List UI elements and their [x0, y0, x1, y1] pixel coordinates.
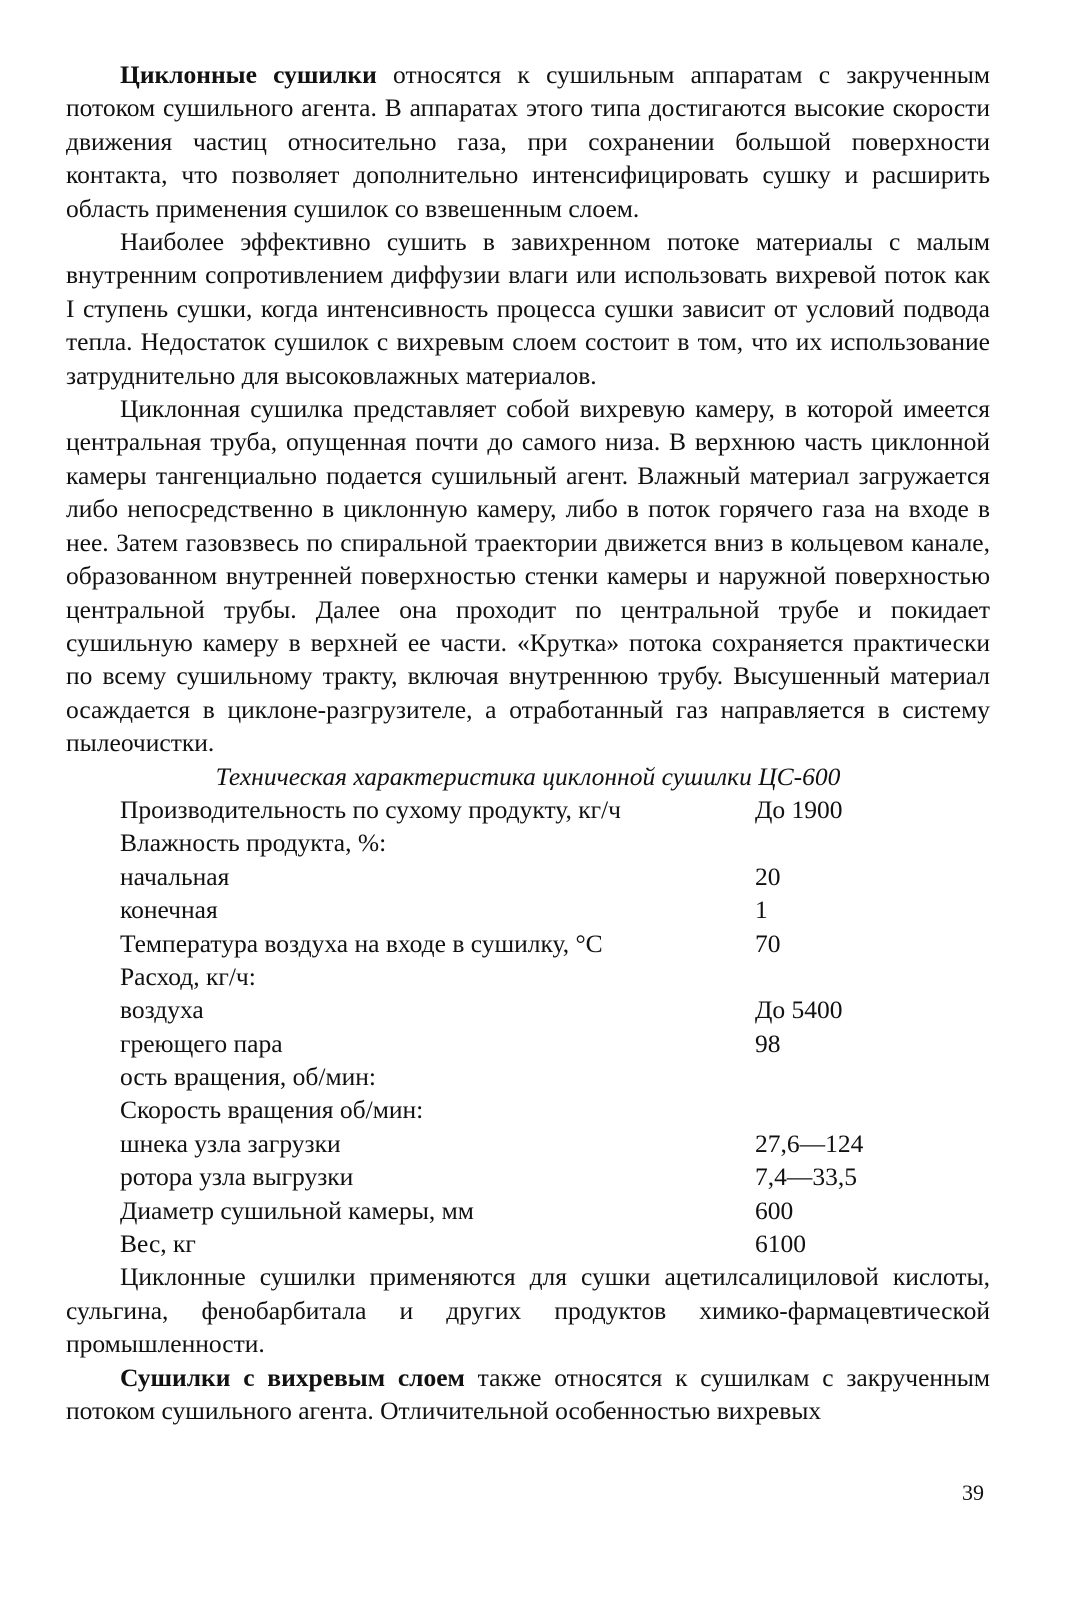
- paragraph-text: также относятся к сушилкам с закрученным потоком сушильного агента. Отличительной особенностью вихревых: [66, 1362, 990, 1426]
- spec-row: [66, 1060, 990, 1093]
- spec-table: [66, 793, 990, 1260]
- spec-value: 1: [755, 895, 768, 925]
- spec-label: начальная: [120, 861, 230, 891]
- page-body: [66, 58, 990, 1427]
- spec-label: Вес, кг: [120, 1229, 196, 1259]
- spec-value: 20: [755, 861, 781, 891]
- spec-label: ость вращения, об/мин:: [120, 1062, 377, 1092]
- spec-value: 70: [755, 928, 781, 958]
- spec-label: ротора узла выгрузки: [120, 1162, 354, 1192]
- term-cyclone-dryers: Циклонные сушилки: [120, 60, 377, 89]
- spec-row: [66, 1194, 990, 1227]
- spec-value: 27,6—124: [755, 1128, 864, 1158]
- spec-value: 98: [755, 1028, 781, 1058]
- spec-row: [66, 960, 990, 993]
- spec-row: [66, 1227, 990, 1260]
- spec-row: [66, 1127, 990, 1160]
- spec-label: конечная: [120, 895, 218, 925]
- spec-label: греющего пара: [120, 1028, 283, 1058]
- spec-label: Расход, кг/ч:: [120, 961, 256, 991]
- spec-row: [66, 826, 990, 859]
- paragraph-vortex-layer: [66, 1361, 990, 1428]
- spec-row: [66, 1093, 990, 1126]
- spec-row: [66, 927, 990, 960]
- spec-caption: Техническая характеристика циклонной сушилки ЦС-600: [215, 761, 841, 791]
- term-vortex-layer-dryers: Сушилки с вихревым слоем: [120, 1362, 465, 1392]
- spec-row: [66, 1027, 990, 1060]
- spec-label: Производительность по сухому продукту, кг/ч: [120, 794, 621, 824]
- spec-value: 600: [755, 1195, 794, 1225]
- spec-value: До 5400: [755, 995, 843, 1025]
- page-number: 39: [962, 1480, 984, 1505]
- spec-row: [66, 1160, 990, 1193]
- spec-label: воздуха: [120, 995, 204, 1025]
- spec-label: Температура воздуха на входе в сушилку, °С: [120, 928, 603, 958]
- spec-row: [66, 793, 990, 826]
- spec-row: [66, 893, 990, 926]
- paragraph-construction: Циклонная сушилка представляет собой вихревую камеру, в которой имеется центральная труба, опущенная почти до самого низа. В верхнюю часть циклонной камеры тангенциально подается сушильный агент. Влажный материал загружается либо непосредственно в циклонную камеру, либо в поток горячего газа на входе в нее. Затем газовзвесь по спиральной траектории движется вниз в кольцевом канале, образованном внутренней поверхностью стенки камеры и наружной поверхностью центральной трубы. Далее она проходит по центральной трубе и покидает сушильную камеру в верхней ее части. «Крутка» потока сохраняется практически по всему сушильному тракту, включая внутреннюю трубу. Высушенный материал осаждается в циклоне-разгрузителе, а отработанный газ направляется в систему пылеочистки.: [66, 394, 990, 758]
- spec-row: [66, 993, 990, 1026]
- spec-label: Скорость вращения об/мин:: [120, 1095, 424, 1125]
- spec-label: Влажность продукта, %:: [120, 828, 387, 858]
- paragraph-swirl-flow: Наиболее эффективно сушить в завихренном потоке материалы с малым внутренним сопротивлением диффузии влаги или использовать вихревой поток как I ступень сушки, когда интенсивность процесса сушки зависит от условий подвода тепла. Недостаток сушилок с вихревым слоем состоит в том, что их использование затруднительно для высоковлажных материалов.: [66, 227, 990, 390]
- paragraph-cyclone-dryers: [66, 58, 990, 225]
- spec-label: Диаметр сушильной камеры, мм: [120, 1195, 474, 1225]
- spec-row: [66, 860, 990, 893]
- spec-value: 6100: [755, 1229, 806, 1259]
- paragraph-text: относятся к сушильным аппаратам с закрученным потоком сушильного агента. В аппаратах этого типа достигаются высокие скорости движения частиц относительно газа, при сохранении большой поверхности контакта, что позволяет дополнительно интенсифицировать сушку и расширить область применения сушилок со взвешенным слоем.: [66, 60, 990, 223]
- spec-label: шнека узла загрузки: [120, 1128, 341, 1158]
- paragraph-applications: Циклонные сушилки применяются для сушки ацетилсалициловой кислоты, сульгина, фенобарбитала и других продуктов химико-фармацевтической промышленности.: [66, 1262, 990, 1359]
- spec-value: 7,4—33,5: [755, 1162, 857, 1192]
- spec-value: До 1900: [755, 794, 843, 824]
